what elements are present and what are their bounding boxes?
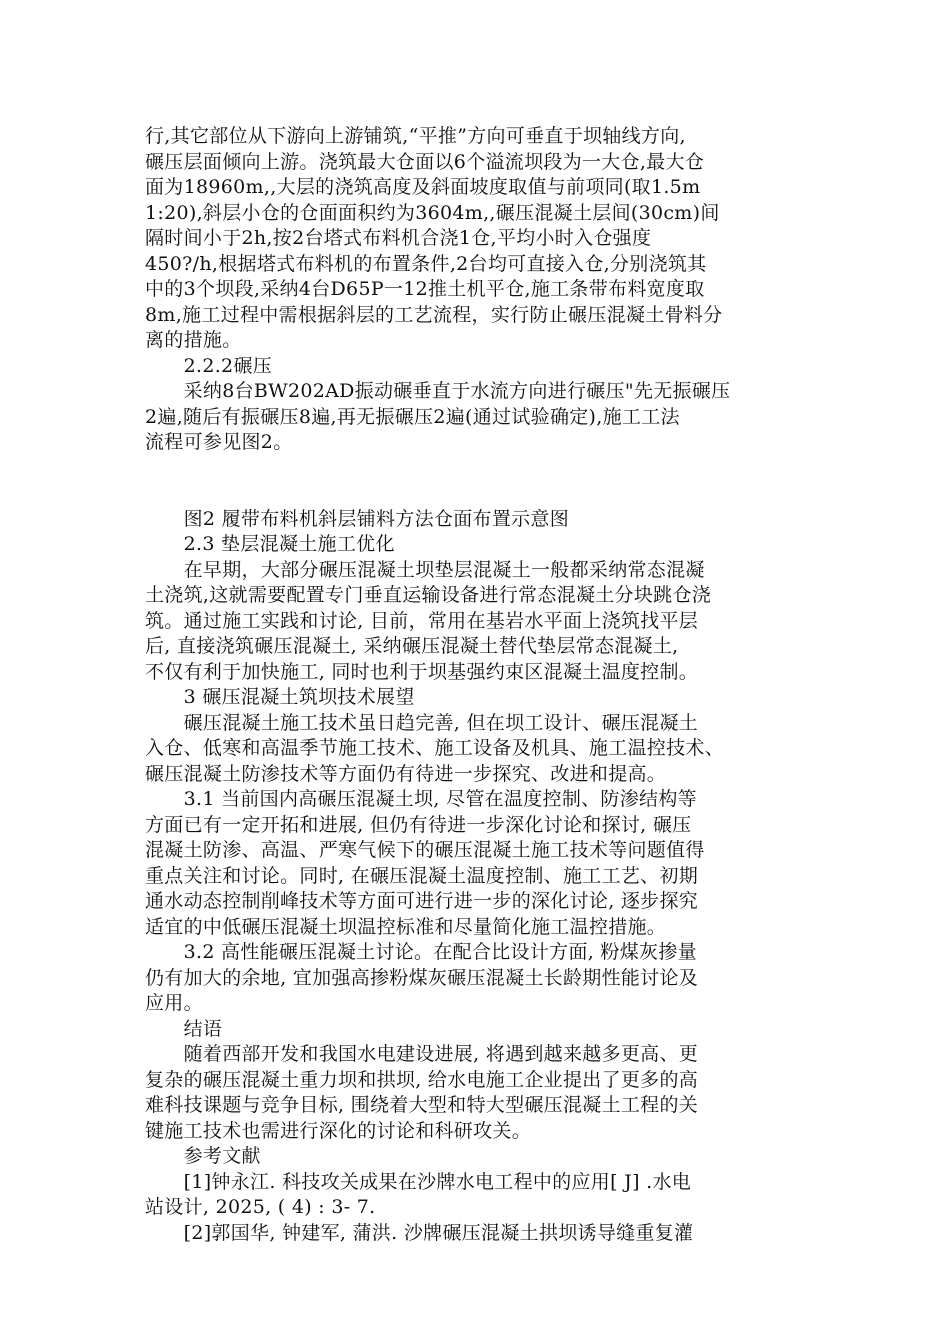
text-line: 流程可参见图2。	[145, 431, 293, 453]
text-line: 图2 履带布料机斜层铺料方法仓面布置示意图	[145, 507, 570, 530]
text-line: 在早期，大部分碾压混凝土坝垫层混凝土一般都采纳常态混凝	[145, 558, 705, 581]
text-line: 适宜的中低碾压混凝土坝温控标准和尽量简化施工温控措施。	[145, 915, 667, 938]
text-line: 离的措施。	[145, 329, 242, 351]
text-line: 站设计, 2025, ( 4) : 3- 7.	[145, 1196, 376, 1218]
text-line: 应用。	[145, 992, 203, 1014]
text-line: 采纳8台BW202AD振动碾垂直于水流方向进行碾压"先无振碾压	[145, 380, 731, 402]
text-line: 隔时间小于2h,按2台塔式布料机合浇1仓,平均小时入仓强度	[145, 227, 652, 249]
text-line: 后, 直接浇筑碾压混凝土, 采纳碾压混凝土替代垫层常态混凝土,	[145, 635, 679, 657]
text-line: 面为18960m,,大层的浇筑高度及斜面坡度取值与前项同(取1.5m	[145, 176, 701, 198]
text-line: 重点关注和讨论。同时, 在碾压混凝土温度控制、施工工艺、初期	[145, 864, 699, 887]
text-line: 8m,施工过程中需根据斜层的工艺流程，实行防止碾压混凝土骨料分	[145, 303, 723, 326]
text-line: 仍有加大的余地, 宜加强高掺粉煤灰碾压混凝土长龄期性能讨论及	[145, 966, 699, 989]
text-line: 难科技课题与竞争目标, 围绕着大型和特大型碾压混凝土工程的关	[145, 1094, 699, 1116]
text-line: 键施工技术也需进行深化的讨论和科研攻关。	[145, 1119, 532, 1142]
text-line: 碾压混凝土施工技术虽日趋完善, 但在坝工设计、碾压混凝土	[145, 711, 699, 734]
text-block-lower	[145, 507, 810, 1247]
text-line: 3.1 当前国内高碾压混凝土坝, 尽管在温度控制、防渗结构等	[145, 788, 697, 810]
text-line: 1:20),斜层小仓的仓面面积约为3604m,,碾压混凝土层间(30cm)间	[145, 201, 720, 224]
text-line: 碾压混凝土防渗技术等方面仍有待进一步探究、改进和提高。	[145, 762, 667, 785]
text-line: 通水动态控制削峰技术等方面可进行进一步的深化讨论, 逐步探究	[145, 890, 699, 912]
text-line: 复杂的碾压混凝土重力坝和拱坝, 给水电施工企业提出了更多的高	[145, 1068, 699, 1091]
text-line: 2.2.2碾压	[145, 354, 273, 377]
text-line: [2]郭国华, 钟建军, 蒲洪. 沙牌碾压混凝土拱坝诱导缝重复灌	[145, 1221, 694, 1244]
text-line: 3.2 高性能碾压混凝土讨论。在配合比设计方面, 粉煤灰掺量	[145, 941, 697, 963]
text-line: 不仅有利于加快施工, 同时也利于坝基强约束区混凝土温度控制。	[145, 660, 699, 683]
text-line: 方面已有一定开拓和进展, 但仍有待进一步深化讨论和探讨, 碾压	[145, 813, 692, 836]
text-line: 2.3 垫层混凝土施工优化	[145, 533, 395, 555]
document-page	[145, 124, 810, 1246]
text-line: 2遍,随后有振碾压8遍,再无振碾压2遍(通过试验确定),施工工法	[145, 405, 680, 428]
text-line: 结语	[145, 1017, 223, 1040]
text-block-upper	[145, 124, 810, 456]
text-line: 碾压层面倾向上游。浇筑最大仓面以6个溢流坝段为一大仓,最大仓	[145, 150, 705, 173]
text-line: 行,其它部位从下游向上游铺筑,“平推”方向可垂直于坝轴线方向,	[145, 125, 686, 147]
text-line: 450?/h,根据塔式布料机的布置条件,2台均可直接入仓,分别浇筑其	[145, 252, 707, 275]
text-line: 参考文献	[145, 1145, 261, 1167]
text-line: 混凝土防渗、高温、严寒气候下的碾压混凝土施工技术等问题值得	[145, 839, 705, 861]
text-line: 土浇筑,这就需要配置专门垂直运输设备进行常态混凝土分块跳仓浇	[145, 584, 712, 606]
text-line: 中的3个坝段,采纳4台D65P一12推土机平仓,施工条带布料宽度取	[145, 278, 705, 300]
text-line: [1]钟永江. 科技攻关成果在沙牌水电工程中的应用[ J] .水电	[145, 1170, 692, 1193]
text-line: 随着西部开发和我国水电建设进展, 将遇到越来越多更高、更	[145, 1043, 699, 1065]
text-line: 入仓、低寒和高温季节施工技术、施工设备及机具、施工温控技术、	[145, 737, 725, 759]
figure-gap	[145, 456, 810, 507]
text-line: 3 碾压混凝土筑坝技术展望	[145, 686, 415, 708]
text-line: 筑。通过施工实践和讨论, 目前，常用在基岩水平面上浇筑找平层	[145, 609, 699, 632]
